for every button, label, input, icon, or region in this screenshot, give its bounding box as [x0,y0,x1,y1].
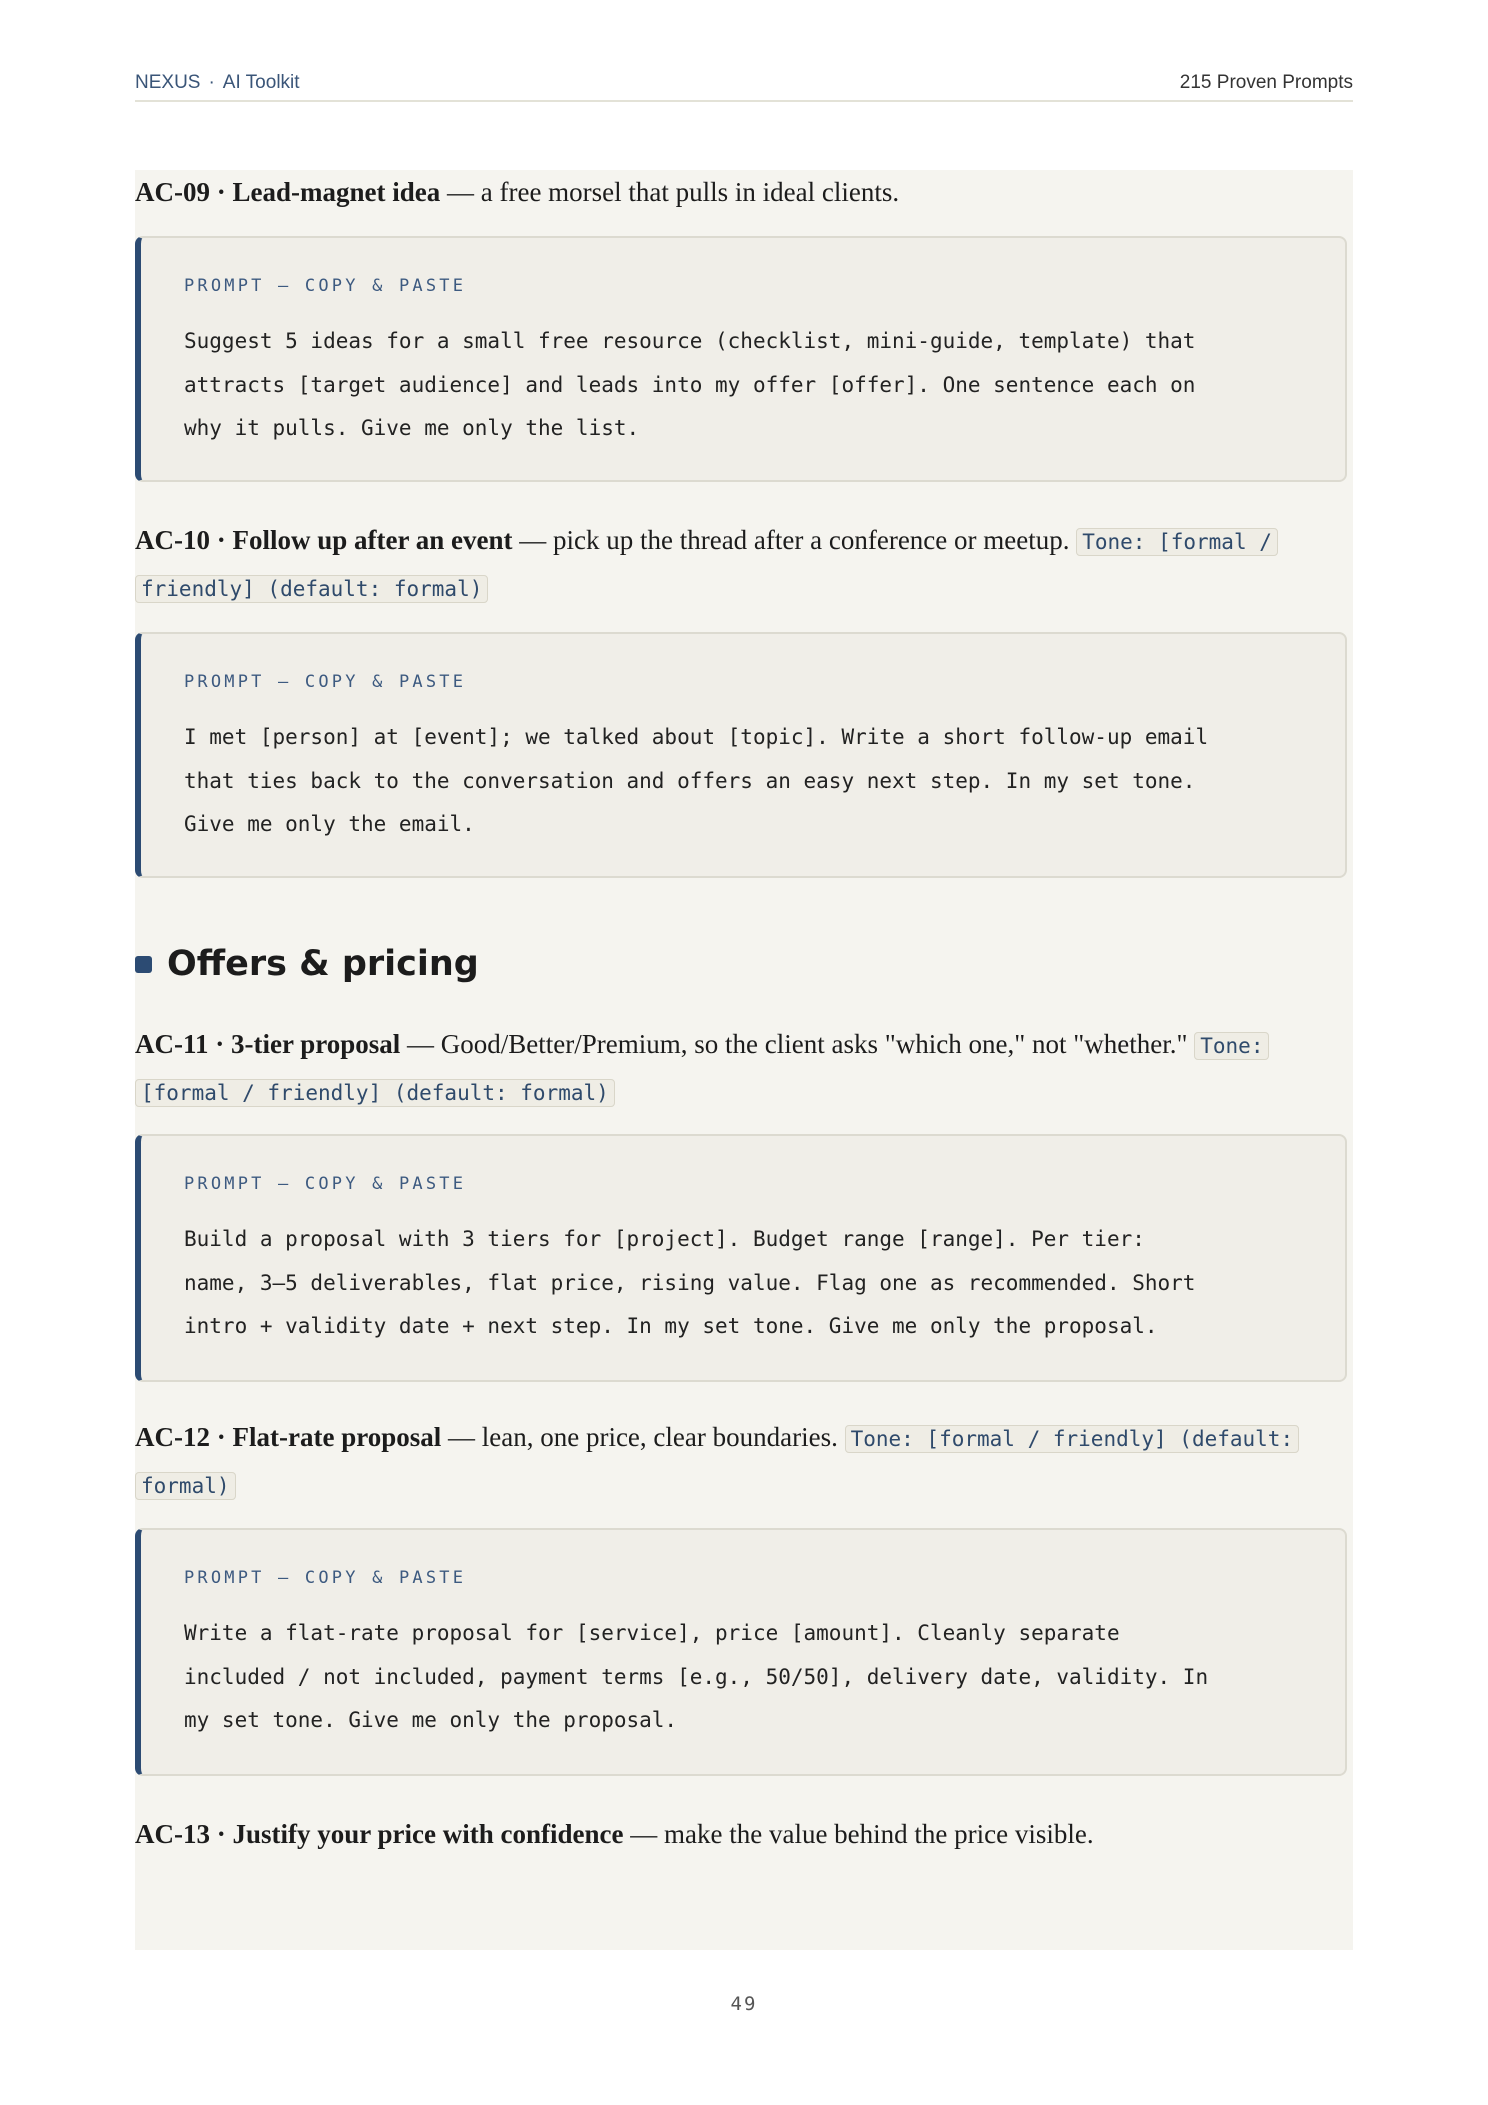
brand-name: NEXUS [135,72,201,93]
entry-heading: AC-13 · Justify your price with confidence [135,1819,624,1849]
prompt-box-ac-12 [135,1528,1347,1776]
prompt-text[interactable] [184,716,1301,847]
entry-heading: AC-11 · 3-tier proposal [135,1029,401,1059]
section-title: Offers & pricing [167,944,479,984]
prompt-box-ac-11 [135,1134,1347,1382]
prompt-label: PROMPT — COPY & PASTE [184,1174,467,1194]
entry-heading: AC-09 · Lead-magnet idea [135,177,441,207]
tone-badge: Tone: [formal / friendly] (default: formal) [135,1032,1269,1107]
entry-description: — lean, one price, clear boundaries. [448,1422,838,1452]
prompt-line: included / not included, payment terms [e.g., 50/50], delivery date, validity. In [184,1664,1209,1689]
entry-ac-11 [135,1022,1353,1116]
prompt-line: intro + validity date + next step. In my set tone. Give me only the proposal. [184,1314,1158,1338]
prompt-label: PROMPT — COPY & PASTE [184,276,467,296]
prompt-label: PROMPT — COPY & PASTE [184,672,467,692]
section-heading [135,944,479,984]
entry-description: — Good/Better/Premium, so the client asks "which one," not "whether." [407,1029,1188,1059]
header-brand [135,72,300,94]
entry-description: — a free morsel that pulls in ideal clients. [447,177,900,207]
prompt-text[interactable] [184,1218,1301,1349]
prompt-box-ac-09 [135,236,1347,482]
entry-description: — make the value behind the price visible. [630,1819,1094,1849]
prompt-line: name, 3–5 deliverables, flat price, rising value. Flag one as recommended. Short [184,1270,1196,1295]
prompt-line: Build a proposal with 3 tiers for [project]. Budget range [range]. Per tier: [184,1227,1145,1251]
prompt-line: I met [person] at [event]; we talked about [topic]. Write a short follow-up email [184,725,1209,749]
entry-ac-13 [135,1812,1353,1857]
prompt-line: my set tone. Give me only the proposal. [184,1708,678,1732]
brand-product: AI Toolkit [222,72,300,93]
entry-heading: AC-12 · Flat-rate proposal [135,1422,442,1452]
page-number: 49 [730,1993,758,2015]
prompt-line: Give me only the email. [184,812,475,836]
header-book-title: 215 Proven Prompts [1179,72,1353,93]
entry-ac-12 [135,1415,1353,1509]
prompt-label: PROMPT — COPY & PASTE [184,1568,467,1588]
entry-ac-10 [135,518,1353,612]
prompt-box-ac-10 [135,632,1347,878]
brand-separator: · [208,72,215,93]
prompt-text[interactable] [184,320,1301,451]
prompt-line: that ties back to the conversation and offers an easy next step. In my set tone. [184,768,1196,793]
prompt-line: attracts [target audience] and leads into my offer [offer]. One sentence each on [184,372,1196,397]
prompt-text[interactable] [184,1612,1301,1743]
tone-badge: Tone: [formal / friendly] (default: formal) [135,1425,1299,1500]
prompt-line: Suggest 5 ideas for a small free resource (checklist, mini-guide, template) that [184,329,1196,353]
entry-heading: AC-10 · Follow up after an event [135,525,513,555]
entry-ac-09 [135,170,1353,215]
page-header [135,72,1353,102]
section-bullet-icon [135,956,152,973]
page-content [135,170,1353,1950]
entry-description: — pick up the thread after a conference or meetup. [519,525,1070,555]
prompt-line: why it pulls. Give me only the list. [184,416,640,440]
tone-badge: Tone: [formal / friendly] (default: formal) [135,528,1278,603]
prompt-line: Write a flat-rate proposal for [service], price [amount]. Cleanly separate [184,1621,1120,1645]
